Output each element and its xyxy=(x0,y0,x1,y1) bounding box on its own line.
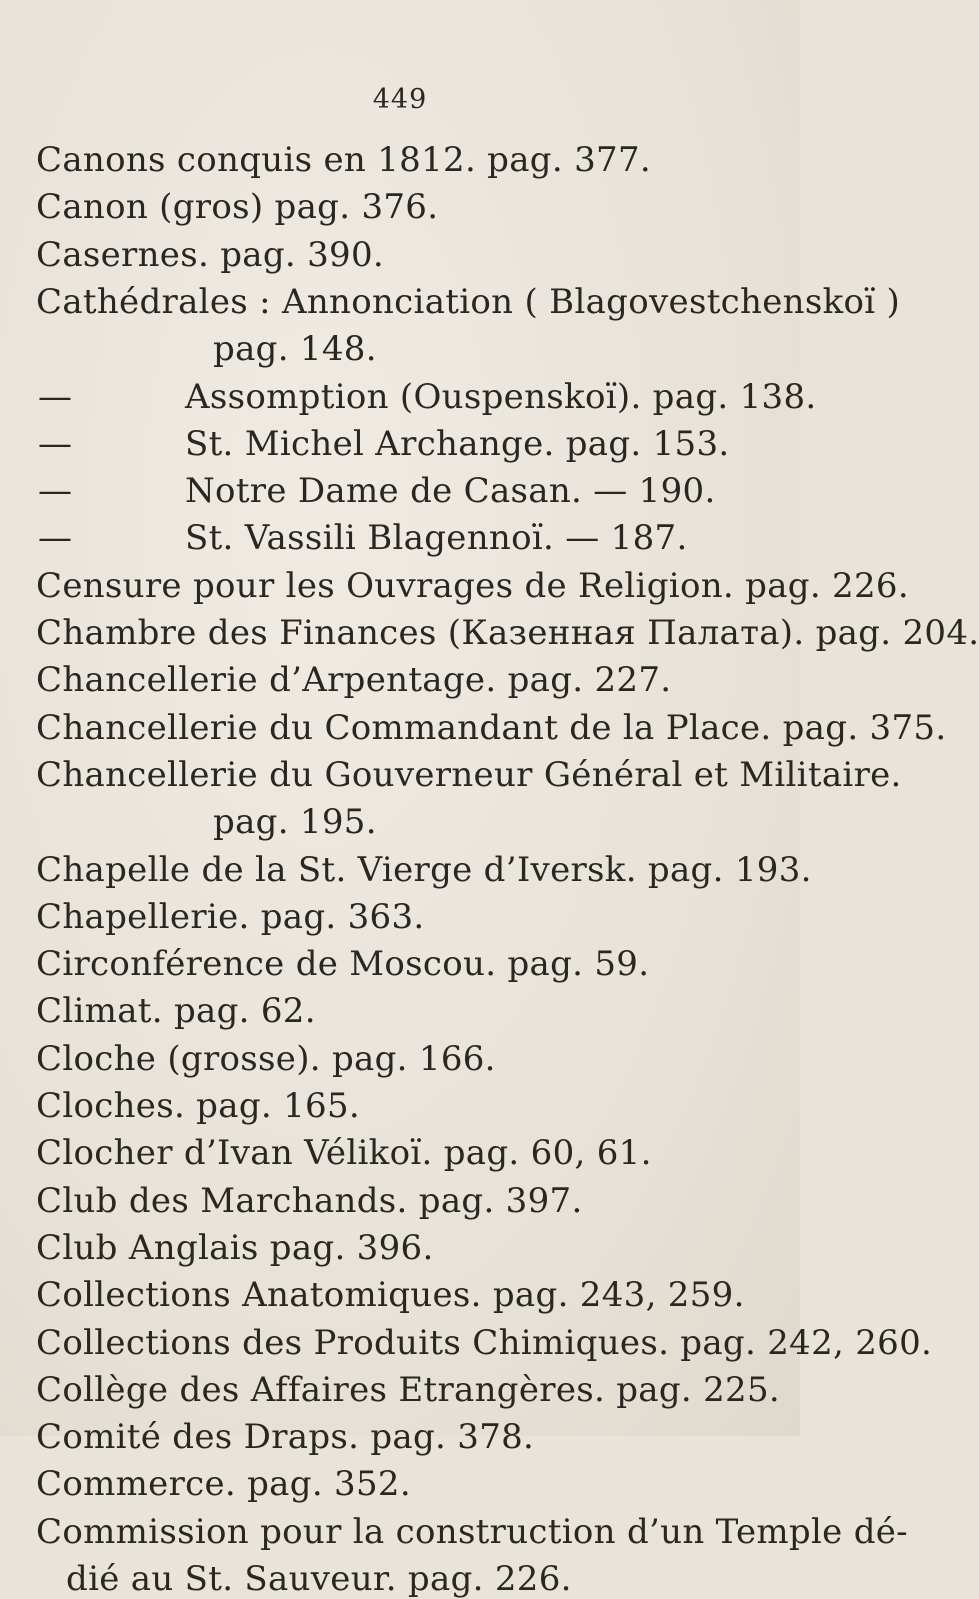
page-number: 449 xyxy=(372,84,428,115)
index-entry: Casernes. pag. 390. xyxy=(36,235,385,275)
index-entry-continuation: pag. 148. xyxy=(213,329,377,369)
index-entry: Collège des Affaires Etrangères. pag. 225. xyxy=(36,1370,781,1410)
index-entry: Chancellerie du Gouverneur Général et Militaire. xyxy=(36,755,902,795)
index-entry: Cloches. pag. 165. xyxy=(36,1086,361,1126)
ditto-dash: — xyxy=(38,471,72,511)
index-entry: Comité des Draps. pag. 378. xyxy=(36,1417,535,1457)
index-entry: Censure pour les Ouvrages de Religion. pag. 226. xyxy=(36,566,909,606)
index-entry: Chapelle de la St. Vierge d’Iversk. pag. 193. xyxy=(36,850,812,890)
index-entry: Commission pour la construction d’un Temple dé- xyxy=(36,1512,908,1552)
index-entry: Commerce. pag. 352. xyxy=(36,1464,411,1504)
ditto-dash: — xyxy=(38,518,72,558)
index-entry: Chambre des Finances (Казенная Палата). pag. 204. xyxy=(36,613,979,653)
index-entry: Canons conquis en 1812. pag. 377. xyxy=(36,140,651,180)
index-entry: Chancellerie du Commandant de la Place. pag. 375. xyxy=(36,708,947,748)
index-entry: Club Anglais pag. 396. xyxy=(36,1228,434,1268)
index-entry: Collections Anatomiques. pag. 243, 259. xyxy=(36,1275,745,1315)
index-subentry: St. Michel Archange. pag. 153. xyxy=(185,424,730,464)
index-entry: Clocher d’Ivan Vélikoï. pag. 60, 61. xyxy=(36,1133,652,1173)
index-entry: Cathédrales : Annonciation ( Blagovestchenskoï ) xyxy=(36,282,901,322)
index-entry: Canon (gros) pag. 376. xyxy=(36,187,439,227)
index-subentry: Notre Dame de Casan. — 190. xyxy=(185,471,716,511)
index-entry-continuation: pag. 195. xyxy=(213,802,377,842)
index-subentry: St. Vassili Blagennoï. — 187. xyxy=(185,518,688,558)
index-entry: Cloche (grosse). pag. 166. xyxy=(36,1039,496,1079)
ditto-dash: — xyxy=(38,424,72,464)
index-entry-continuation: dié au St. Sauveur. pag. 226. xyxy=(66,1559,572,1599)
index-entry: Climat. pag. 62. xyxy=(36,991,316,1031)
ditto-dash: — xyxy=(38,377,72,417)
index-entry: Club des Marchands. pag. 397. xyxy=(36,1181,583,1221)
index-entry: Collections des Produits Chimiques. pag. 242, 260. xyxy=(36,1323,933,1363)
index-entry: Chancellerie d’Arpentage. pag. 227. xyxy=(36,660,672,700)
index-subentry: Assomption (Ouspenskoï). pag. 138. xyxy=(185,377,817,417)
index-entry: Circonférence de Moscou. pag. 59. xyxy=(36,944,650,984)
index-entry: Chapellerie. pag. 363. xyxy=(36,897,425,937)
